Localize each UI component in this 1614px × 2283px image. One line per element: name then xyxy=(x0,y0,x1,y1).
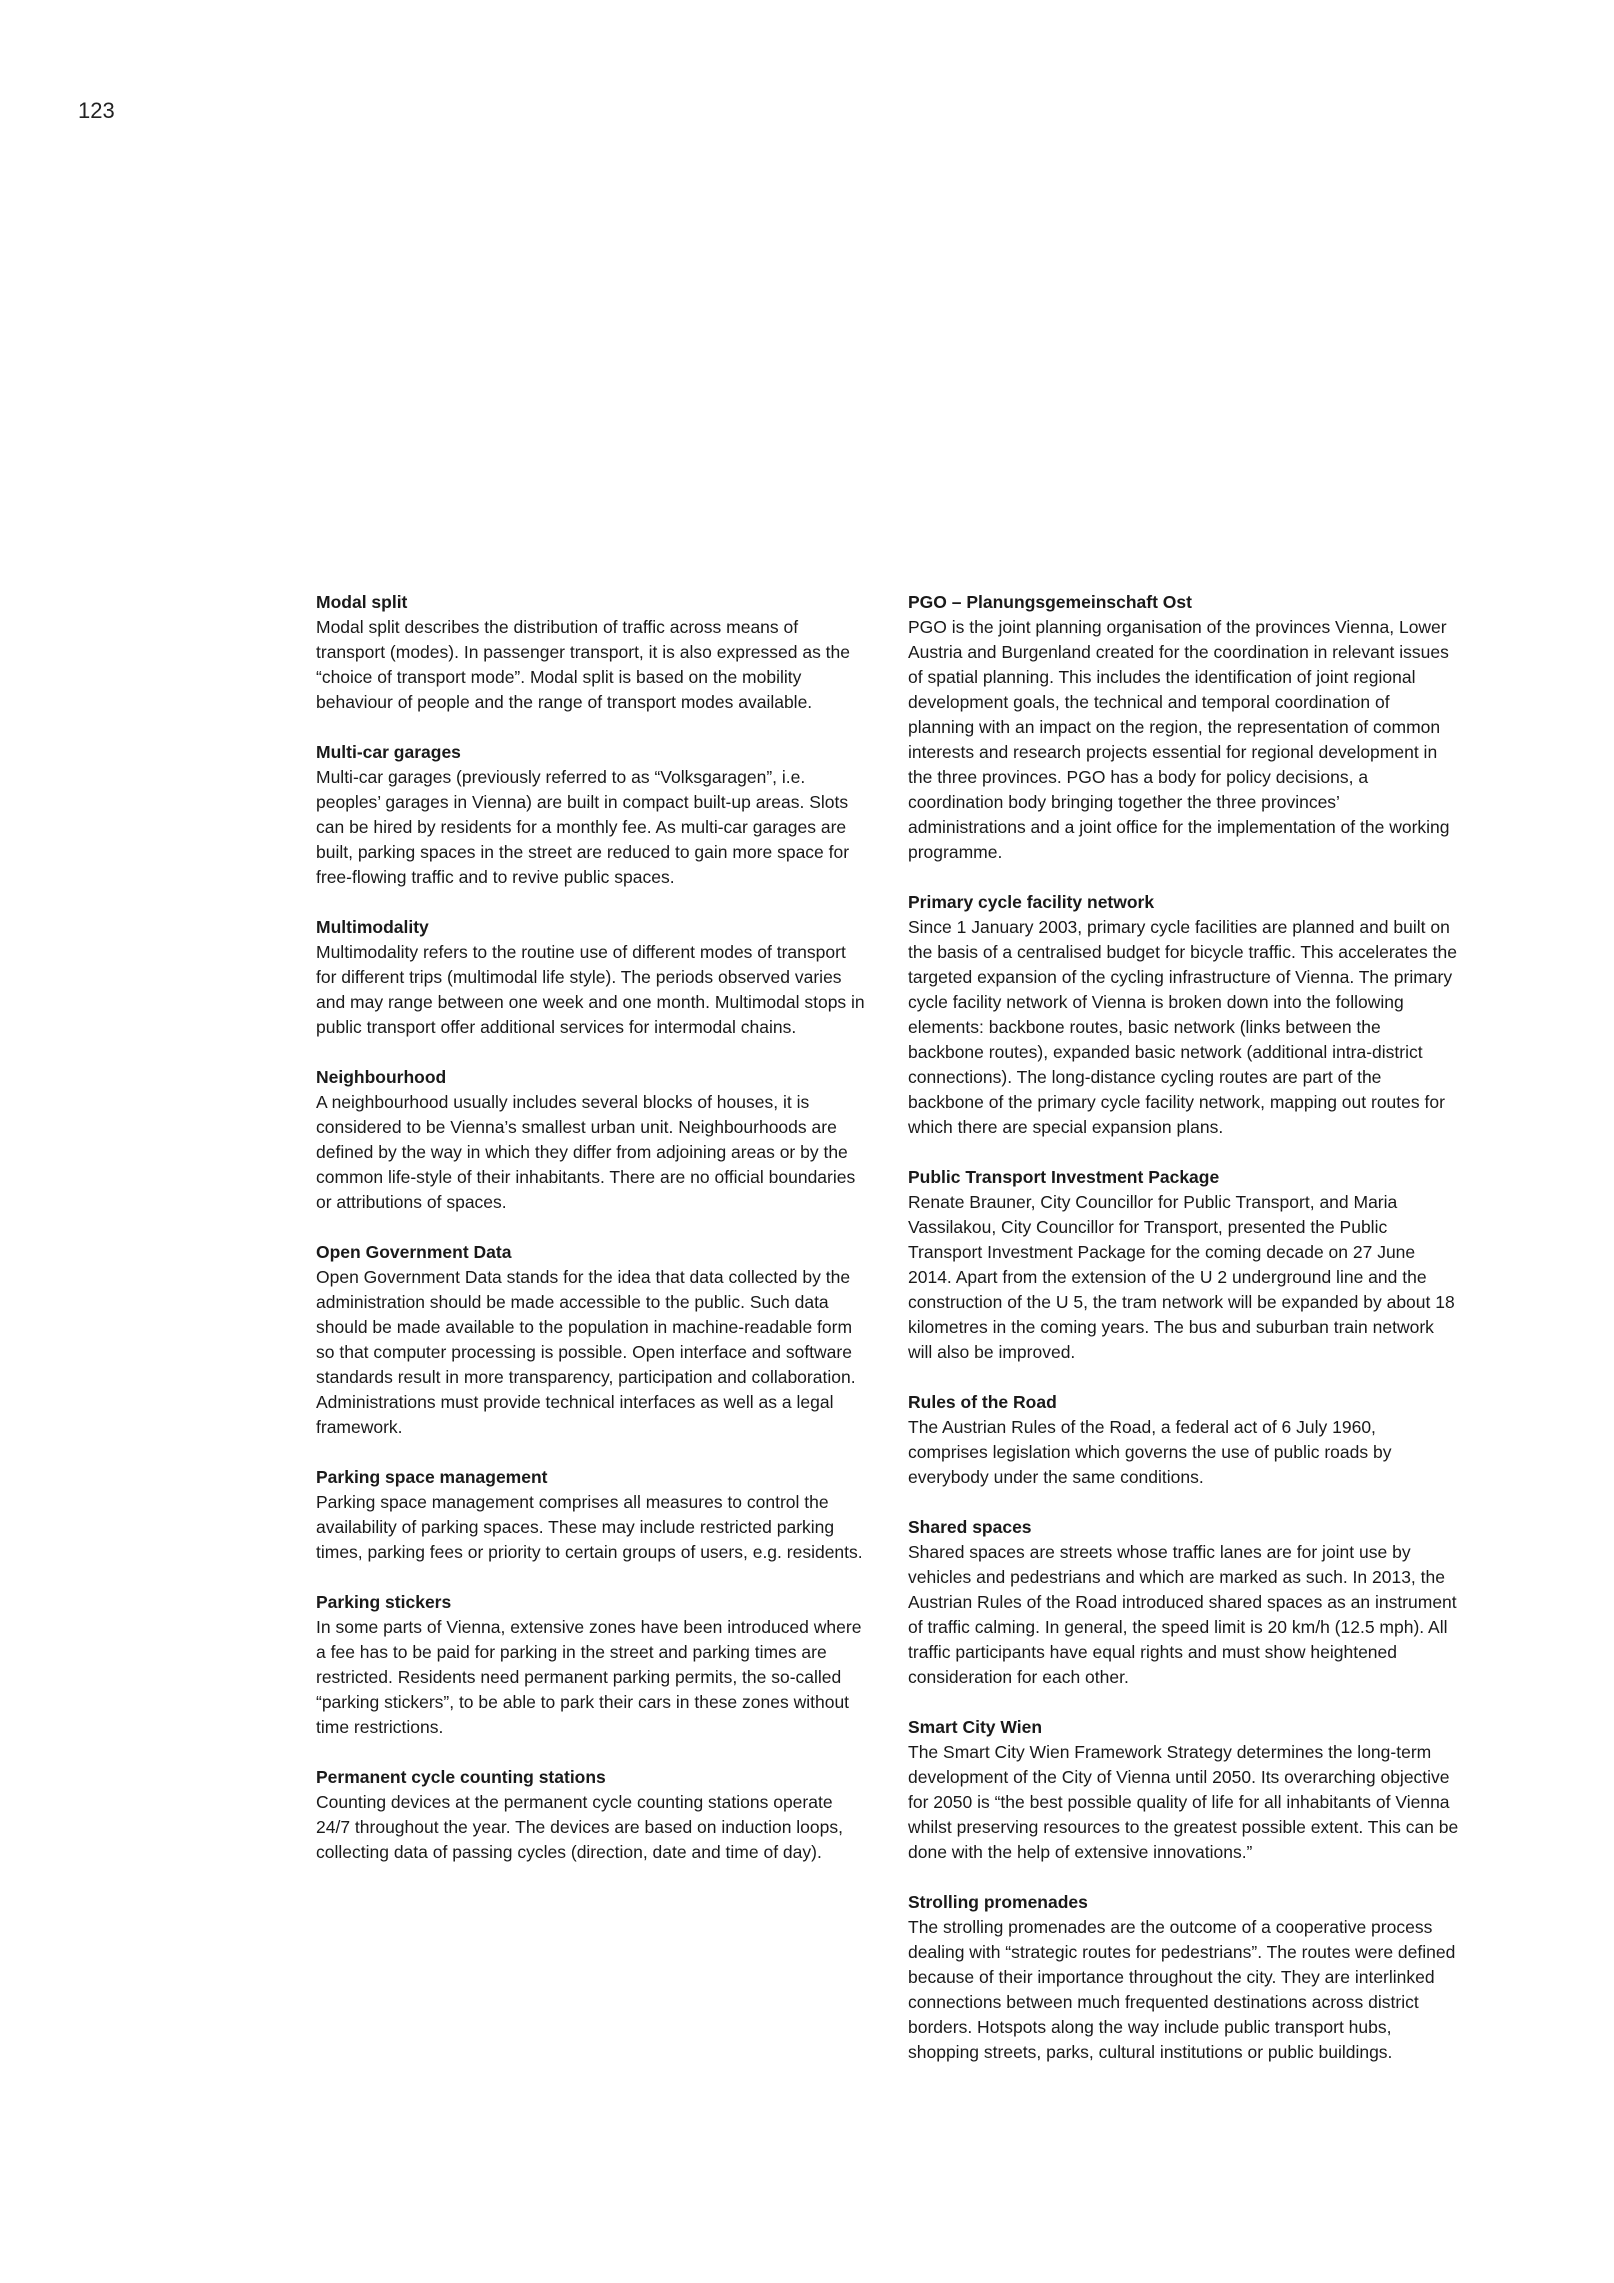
entry-body: A neighbourhood usually includes several blocks of houses, it is considered to be Vienna’s smallest urban unit. Neighbourhoods are defined by the way in which they differ from adjoining areas or by the common life-style of their inhabitants. There are no official boundaries or attributions of spaces. xyxy=(316,1092,856,1212)
page-number: 123 xyxy=(78,98,115,123)
entry-body: The Austrian Rules of the Road, a federal act of 6 July 1960, comprises legislation which governs the use of public roads by everybody under the same conditions. xyxy=(908,1417,1392,1487)
entry-body: Open Government Data stands for the idea that data collected by the administration should be made accessible to the public. Such data should be made available to the population in machine-readable form so that computer processing is possible. Open interface and software standards result in more transparency, participation and collaboration. Administrations must provide technical interfaces as well as a legal framework. xyxy=(316,1267,856,1437)
entry-body: Shared spaces are streets whose traffic lanes are for joint use by vehicles and pedestrians and which are marked as such. In 2013, the Austrian Rules of the Road introduced shared spaces as an instrument of traffic calming. In general, the speed limit is 20 km/h (12.5 mph). All traffic participants have equal rights and must show heightened consideration for each other. xyxy=(908,1542,1457,1687)
entry-body: Parking space management comprises all measures to control the availability of parking spaces. These may include restricted parking times, parking fees or priority to certain groups of users, e.g. residents. xyxy=(316,1492,863,1562)
entry-title: Primary cycle facility network xyxy=(908,892,1155,912)
entry-title: Smart City Wien xyxy=(908,1717,1043,1737)
glossary-entry-modal-split xyxy=(316,590,868,715)
entry-body: Counting devices at the permanent cycle counting stations operate 24/7 throughout the year. The devices are based on induction loops, collecting data of passing cycles (direction, date and time of day). xyxy=(316,1792,843,1862)
entry-title: Open Government Data xyxy=(316,1242,512,1262)
glossary-entry-open-government-data xyxy=(316,1240,868,1440)
entry-title: Multimodality xyxy=(316,917,429,937)
glossary-entry-smart-city-wien xyxy=(908,1715,1460,1865)
entry-title: PGO – Planungsgemeinschaft Ost xyxy=(908,592,1192,612)
glossary-entry-shared-spaces xyxy=(908,1515,1460,1690)
right-column xyxy=(908,590,1460,2090)
entry-title: Shared spaces xyxy=(908,1517,1032,1537)
entry-body: Since 1 January 2003, primary cycle facilities are planned and built on the basis of a centralised budget for bicycle traffic. This accelerates the targeted expansion of the cycling infrastructure of Vienna. The primary cycle facility network of Vienna is broken down into the following elements: backbone routes, basic network (links between the backbone routes), expanded basic network (additional intra-district connections). The long-distance cycling routes are part of the backbone of the primary cycle facility network, mapping out routes for which there are special expansion plans. xyxy=(908,917,1457,1137)
entry-title: Permanent cycle counting stations xyxy=(316,1767,606,1787)
entry-title: Public Transport Investment Package xyxy=(908,1167,1220,1187)
entry-title: Neighbourhood xyxy=(316,1067,447,1087)
entry-body: PGO is the joint planning organisation of the provinces Vienna, Lower Austria and Burgenland created for the coordination in relevant issues of spatial planning. This includes the identification of joint regional development goals, the technical and temporal coordination of planning with an impact on the region, the representation of common interests and research projects essential for regional development in the three provinces. PGO has a body for policy decisions, a coordination body bringing together the three provinces’ administrations and a joint office for the implementation of the working programme. xyxy=(908,617,1450,862)
entry-body: Modal split describes the distribution of traffic across means of transport (modes). In passenger transport, it is also expressed as the “choice of transport mode”. Modal split is based on the mobility behaviour of people and the range of transport modes available. xyxy=(316,617,851,712)
glossary-entry-parking-stickers xyxy=(316,1590,868,1740)
entry-body: In some parts of Vienna, extensive zones have been introduced where a fee has to be paid for parking in the street and parking times are restricted. Residents need permanent parking permits, the so-called “parking stickers”, to be able to park their cars in these zones without time restrictions. xyxy=(316,1617,862,1737)
left-column xyxy=(316,590,868,1890)
glossary-entry-parking-space-management xyxy=(316,1465,868,1565)
entry-title: Parking space management xyxy=(316,1467,548,1487)
entry-title: Rules of the Road xyxy=(908,1392,1057,1412)
glossary-entry-multimodality xyxy=(316,915,868,1040)
glossary-entry-multi-car-garages xyxy=(316,740,868,890)
glossary-entry-strolling-promenades xyxy=(908,1890,1460,2065)
glossary-entry-permanent-cycle-counting-stations xyxy=(316,1765,868,1865)
entry-body: Multimodality refers to the routine use of different modes of transport for different trips (multimodal life style). The periods observed varies and may range between one week and one month. Multimodal stops in public transport offer additional services for intermodal chains. xyxy=(316,942,865,1037)
entry-body: Multi-car garages (previously referred to as “Volksgaragen”, i.e. peoples’ garages in Vienna) are built in compact built-up areas. Slots can be hired by residents for a monthly fee. As multi-car garages are built, parking spaces in the street are reduced to gain more space for free-flowing traffic and to revive public spaces. xyxy=(316,767,850,887)
entry-body: The Smart City Wien Framework Strategy determines the long-term development of the City of Vienna until 2050. Its overarching objective for 2050 is “the best possible quality of life for all inhabitants of Vienna whilst preserving resources to the greatest possible extent. This can be done with the help of extensive innovations.” xyxy=(908,1742,1459,1862)
entry-title: Strolling promenades xyxy=(908,1892,1088,1912)
glossary-entry-primary-cycle-facility-network xyxy=(908,890,1460,1140)
entry-body: The strolling promenades are the outcome of a cooperative process dealing with “strategic routes for pedestrians”. The routes were defined because of their importance throughout the city. They are interlinked connections between much frequented destinations across district borders. Hotspots along the way include public transport hubs, shopping streets, parks, cultural institutions or public buildings. xyxy=(908,1917,1456,2062)
entry-title: Parking stickers xyxy=(316,1592,452,1612)
entry-body: Renate Brauner, City Councillor for Public Transport, and Maria Vassilakou, City Councillor for Transport, presented the Public Transport Investment Package for the coming decade on 27 June 2014. Apart from the extension of the U 2 underground line and the construction of the U 5, the tram network will be expanded by about 18 kilometres in the coming years. The bus and suburban train network will also be improved. xyxy=(908,1192,1455,1362)
glossary-entry-neighbourhood xyxy=(316,1065,868,1215)
entry-title: Modal split xyxy=(316,592,408,612)
glossary-entry-pgo xyxy=(908,590,1460,865)
entry-title: Multi-car garages xyxy=(316,742,461,762)
glossary-entry-public-transport-investment-package xyxy=(908,1165,1460,1365)
glossary-entry-rules-of-the-road xyxy=(908,1390,1460,1490)
